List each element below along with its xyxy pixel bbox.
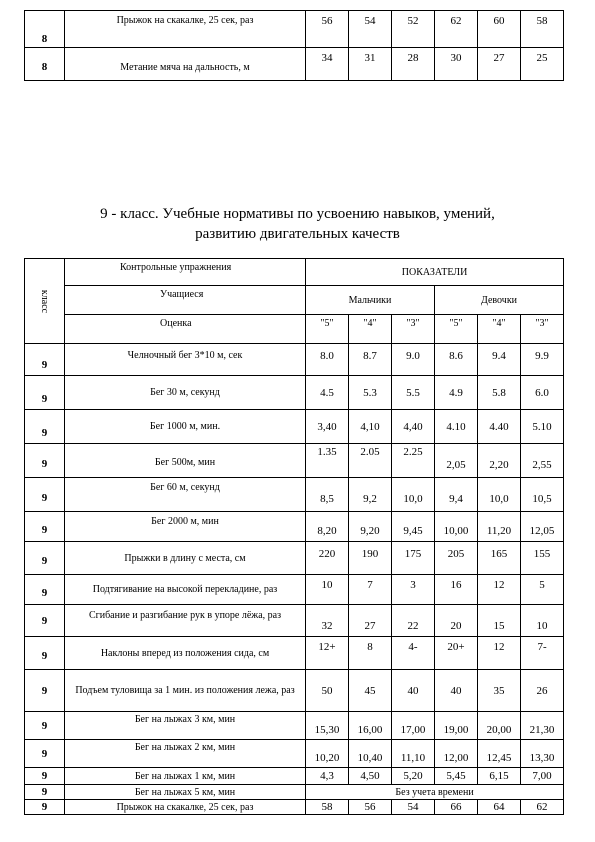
value-cell: 45 — [349, 670, 392, 712]
class-cell: 9 — [25, 768, 65, 785]
exercise-cell: Подтягивание на высокой перекладине, раз — [65, 575, 306, 605]
value-cell: 12 — [478, 575, 521, 605]
value-cell: 7 — [349, 575, 392, 605]
value-cell: 10,20 — [306, 740, 349, 768]
value-cell: 27 — [478, 48, 521, 81]
class-cell: 9 — [25, 444, 65, 478]
value-cell: 7- — [521, 637, 564, 670]
class-header-label: класс — [38, 289, 50, 313]
value-cell: 205 — [435, 542, 478, 575]
value-cell: 35 — [478, 670, 521, 712]
header-row-3 — [25, 315, 564, 344]
class-cell: 8 — [25, 11, 65, 48]
value-cell: 34 — [306, 48, 349, 81]
value-cell: 10,40 — [349, 740, 392, 768]
value-cell: 4.40 — [478, 410, 521, 444]
value-cell: 10,0 — [478, 478, 521, 512]
exercise-cell: Бег на лыжах 5 км, мин — [65, 785, 306, 800]
value-cell: 62 — [435, 11, 478, 48]
exercise-cell: Бег на лыжах 1 км, мин — [65, 768, 306, 785]
value-cell: 62 — [521, 800, 564, 815]
exercise-cell: Подъем туловища за 1 мин. из положения лежа, раз — [65, 670, 306, 712]
students-header: Учащиеся — [65, 286, 306, 315]
value-cell: 4,3 — [306, 768, 349, 785]
value-cell: 4,40 — [392, 410, 435, 444]
grade-label: "3" — [521, 315, 564, 344]
value-cell: 190 — [349, 542, 392, 575]
value-cell: 26 — [521, 670, 564, 712]
value-cell: 64 — [478, 800, 521, 815]
class-cell: 9 — [25, 800, 65, 815]
value-cell: 10,0 — [392, 478, 435, 512]
value-cell: 8.6 — [435, 344, 478, 376]
standards-table — [24, 258, 564, 815]
value-cell: 2,05 — [435, 444, 478, 478]
value-cell: 8,20 — [306, 512, 349, 542]
exercise-cell: Бег 2000 м, мин — [65, 512, 306, 542]
class-cell: 9 — [25, 542, 65, 575]
exercise-cell: Бег 30 м, секунд — [65, 376, 306, 410]
exercise-cell: Бег 1000 м, мин. — [65, 410, 306, 444]
table-row — [25, 605, 564, 637]
table-row — [25, 478, 564, 512]
value-cell: 9.9 — [521, 344, 564, 376]
class-cell: 9 — [25, 785, 65, 800]
value-cell: 40 — [435, 670, 478, 712]
table-row — [25, 637, 564, 670]
value-cell: 8 — [349, 637, 392, 670]
value-cell: 12+ — [306, 637, 349, 670]
value-cell: 2.05 — [349, 444, 392, 478]
class-header — [25, 259, 65, 344]
value-cell: 4.9 — [435, 376, 478, 410]
value-cell: 54 — [392, 800, 435, 815]
table-row — [25, 670, 564, 712]
value-cell: 15,30 — [306, 712, 349, 740]
table-row — [25, 712, 564, 740]
value-cell: 5.5 — [392, 376, 435, 410]
value-cell: 9,20 — [349, 512, 392, 542]
indicators-header: ПОКАЗАТЕЛИ — [306, 259, 564, 286]
value-cell: 175 — [392, 542, 435, 575]
value-cell: 1.35 — [306, 444, 349, 478]
value-cell: 165 — [478, 542, 521, 575]
exercise-cell: Челночный бег 3*10 м, сек — [65, 344, 306, 376]
class-cell: 9 — [25, 376, 65, 410]
value-cell: 20,00 — [478, 712, 521, 740]
table-row — [25, 740, 564, 768]
table-row — [25, 344, 564, 376]
value-cell: 60 — [478, 11, 521, 48]
value-cell: 27 — [349, 605, 392, 637]
value-cell: 3 — [392, 575, 435, 605]
value-cell: 9.0 — [392, 344, 435, 376]
class-cell: 9 — [25, 605, 65, 637]
value-cell: 25 — [521, 48, 564, 81]
class-cell: 9 — [25, 670, 65, 712]
value-cell: 20 — [435, 605, 478, 637]
value-cell: 4.5 — [306, 376, 349, 410]
exercise-cell: Сгибание и разгибание рук в упоре лёжа, раз — [65, 605, 306, 637]
class-cell: 9 — [25, 512, 65, 542]
class-cell: 9 — [25, 575, 65, 605]
exercise-cell: Наклоны вперед из положения сида, см — [65, 637, 306, 670]
value-cell: 6,15 — [478, 768, 521, 785]
value-cell: 5,45 — [435, 768, 478, 785]
value-cell: 9,45 — [392, 512, 435, 542]
value-cell: 6.0 — [521, 376, 564, 410]
value-cell: 9,2 — [349, 478, 392, 512]
table-row — [25, 512, 564, 542]
top-row-1 — [25, 11, 564, 48]
value-cell: 5 — [521, 575, 564, 605]
value-cell: 12,05 — [521, 512, 564, 542]
value-cell: 4,10 — [349, 410, 392, 444]
class-cell: 9 — [25, 410, 65, 444]
value-cell: 21,30 — [521, 712, 564, 740]
class-cell: 9 — [25, 344, 65, 376]
value-cell: 3,40 — [306, 410, 349, 444]
value-cell: 8.0 — [306, 344, 349, 376]
table-row — [25, 542, 564, 575]
girls-header: Девочки — [435, 286, 564, 315]
value-cell: 4- — [392, 637, 435, 670]
value-cell: 16,00 — [349, 712, 392, 740]
header-row-2 — [25, 286, 564, 315]
value-cell: 30 — [435, 48, 478, 81]
top-row-2 — [25, 48, 564, 81]
value-cell: 11,10 — [392, 740, 435, 768]
class-cell: 9 — [25, 637, 65, 670]
grade-label: "5" — [435, 315, 478, 344]
value-cell: 4.10 — [435, 410, 478, 444]
value-cell: 52 — [392, 11, 435, 48]
table-row — [25, 410, 564, 444]
value-cell: 13,30 — [521, 740, 564, 768]
value-cell: 10 — [521, 605, 564, 637]
table-row — [25, 785, 564, 800]
value-cell: 5.10 — [521, 410, 564, 444]
grade-label: "4" — [478, 315, 521, 344]
class-cell: 9 — [25, 478, 65, 512]
value-cell: 9,4 — [435, 478, 478, 512]
grade-label: "4" — [349, 315, 392, 344]
value-cell: 5,20 — [392, 768, 435, 785]
value-cell: 40 — [392, 670, 435, 712]
value-cell: 12,00 — [435, 740, 478, 768]
table-row — [25, 768, 564, 785]
value-cell: 28 — [392, 48, 435, 81]
value-cell: 32 — [306, 605, 349, 637]
exercise-cell: Бег 60 м, секунд — [65, 478, 306, 512]
class-cell: 8 — [25, 48, 65, 81]
grade-label: "3" — [392, 315, 435, 344]
value-cell: 31 — [349, 48, 392, 81]
value-cell: 8.7 — [349, 344, 392, 376]
table-row — [25, 376, 564, 410]
value-cell: 9.4 — [478, 344, 521, 376]
value-cell: 17,00 — [392, 712, 435, 740]
value-cell: 16 — [435, 575, 478, 605]
top-table — [24, 10, 564, 81]
value-cell: 22 — [392, 605, 435, 637]
without-time-note: Без учета времени — [306, 785, 564, 800]
grade-label: "5" — [306, 315, 349, 344]
header-row-1 — [25, 259, 564, 286]
value-cell: 10,5 — [521, 478, 564, 512]
exercise-cell: Бег 500м, мин — [65, 444, 306, 478]
value-cell: 10,00 — [435, 512, 478, 542]
table-row — [25, 800, 564, 815]
value-cell: 15 — [478, 605, 521, 637]
grade-header: Оценка — [65, 315, 306, 344]
value-cell: 58 — [521, 11, 564, 48]
exercise-cell: Прыжок на скакалке, 25 сек, раз — [65, 800, 306, 815]
table-row — [25, 575, 564, 605]
table-row — [25, 444, 564, 478]
value-cell: 66 — [435, 800, 478, 815]
value-cell: 19,00 — [435, 712, 478, 740]
page-title-line-2: развитию двигательных качеств — [195, 226, 400, 242]
class-cell: 9 — [25, 740, 65, 768]
value-cell: 8,5 — [306, 478, 349, 512]
exercise-cell: Прыжок на скакалке, 25 сек, раз — [65, 11, 306, 48]
value-cell: 2,55 — [521, 444, 564, 478]
control-exercises-header: Контрольные упражнения — [65, 259, 306, 286]
exercise-cell: Бег на лыжах 3 км, мин — [65, 712, 306, 740]
value-cell: 54 — [349, 11, 392, 48]
exercise-cell: Прыжки в длину с места, см — [65, 542, 306, 575]
value-cell: 10 — [306, 575, 349, 605]
value-cell: 220 — [306, 542, 349, 575]
value-cell: 12 — [478, 637, 521, 670]
value-cell: 2,20 — [478, 444, 521, 478]
boys-header: Мальчики — [306, 286, 435, 315]
exercise-cell: Бег на лыжах 2 км, мин — [65, 740, 306, 768]
value-cell: 4,50 — [349, 768, 392, 785]
value-cell: 12,45 — [478, 740, 521, 768]
value-cell: 58 — [306, 800, 349, 815]
value-cell: 7,00 — [521, 768, 564, 785]
value-cell: 11,20 — [478, 512, 521, 542]
value-cell: 50 — [306, 670, 349, 712]
value-cell: 20+ — [435, 637, 478, 670]
exercise-cell: Метание мяча на дальность, м — [65, 48, 306, 81]
value-cell: 155 — [521, 542, 564, 575]
value-cell: 56 — [349, 800, 392, 815]
value-cell: 56 — [306, 11, 349, 48]
value-cell: 5.3 — [349, 376, 392, 410]
value-cell: 5.8 — [478, 376, 521, 410]
page-title-line-1: 9 - класс. Учебные нормативы по усвоению навыков, умений, — [100, 206, 495, 222]
value-cell: 2.25 — [392, 444, 435, 478]
class-cell: 9 — [25, 712, 65, 740]
